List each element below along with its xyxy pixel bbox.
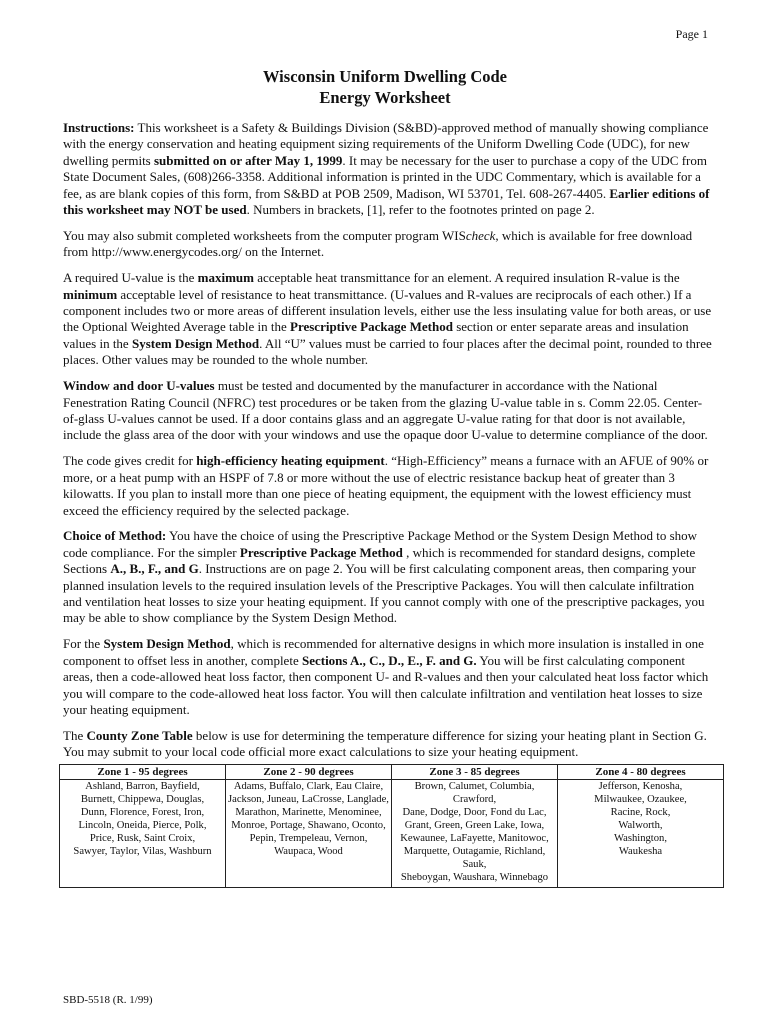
- county-line: Grant, Green, Green Lake, Iowa,: [404, 819, 545, 831]
- county-line: Jefferson, Kenosha,: [598, 780, 683, 792]
- wischeck-paragraph: You may also submit completed worksheets from the computer program WIScheck, which is available for free download from http://www.energycodes.org/ on the Internet.: [63, 227, 693, 260]
- zone-header-row: [60, 764, 724, 779]
- county-line: Marquette, Outagamie, Richland, Sauk,: [403, 845, 546, 870]
- zone-3-counties: [392, 779, 558, 887]
- zone-4-header: Zone 4 - 80 degrees: [558, 764, 724, 779]
- county-line: Waukesha: [618, 845, 663, 857]
- county-line: Dunn, Florence, Forest, Iron,: [80, 806, 205, 818]
- zone-3-header: Zone 3 - 85 degrees: [392, 764, 558, 779]
- document-title: [0, 66, 770, 108]
- county-line: Brown, Calumet, Columbia, Crawford,: [414, 780, 535, 805]
- window-door-paragraph: Window and door U-values must be tested and documented by the manufacturer in accordance with the National Fenestration Rating Council (NFRC) test procedures or be taken from the glazing U-value table in s. Comm 22.05. Center-of-glass U-values cannot be used. If a door contains glass and an aggregate U-value rating for that door is not available, include the glass area of the door with your windows and use the opaque door U-value to determine compliance of the door.: [63, 378, 708, 443]
- county-line: Racine, Rock,: [610, 806, 671, 818]
- u-value-paragraph: A required U-value is the maximum acceptable heat transmittance for an element. A required insulation R-value is the minimum acceptable level of resistance to heat transmittance. (U-values and R-values are reciprocals of each other.) If a component includes two or more areas of different insulation levels, either use the less insulating value for both areas, or use the Optional Weighted Average table in the Prescriptive Package Method section or enter separate areas and insulation values in the System Design Method. All “U” values must be carried to four places after the decimal point, rounded to three places. Other values may be rounded to the whole number.: [63, 270, 712, 368]
- county-line: Pepin, Trempeleau, Vernon,: [249, 832, 368, 844]
- zone-1-counties: [60, 779, 226, 887]
- document-body: [63, 120, 713, 888]
- county-line: Price, Rusk, Saint Croix,: [89, 832, 196, 844]
- county-line: Jackson, Juneau, LaCrosse, Langlade,: [228, 793, 389, 805]
- county-line: Sheboygan, Waushara, Winnebago: [400, 871, 549, 883]
- choice-of-method-paragraph: Choice of Method: You have the choice of using the Prescriptive Package Method or the System Design Method to show code compliance. For the simpler Prescriptive Package Method , which is recommended for standard designs, complete Sections A., B., F., and G. Instructions are on page 2. You will be first calculating component areas, then comparing your planned insulation levels to the required insulation levels of the Prescriptive Packages. You will then calculate infiltration and ventilation heat losses to size your heating equipment. If you cannot comply with one of the prescriptive packages, you may be able to show compliance by the System Design Method.: [63, 528, 705, 626]
- instructions-paragraph: Instructions: This worksheet is a Safety & Buildings Division (S&BD)-approved method of manually showing compliance with the energy conservation and heating equipment sizing requirements of the Uniform Dwelling Code (UDC), for new dwelling permits submitted on or after May 1, 1999. It may be necessary for the user to purchase a copy of the UDC from State Document Sales, (608)266-3358. Additional information is printed in the UDC Commentary, which is available for a fee, as are blank copies of this form, from S&BD at POB 2509, Madison, WI 53701, Tel. 608-267-4405. Earlier editions of this worksheet may NOT be used. Numbers in brackets, [1], refer to the footnotes printed on page 2.: [63, 120, 710, 218]
- county-zone-table: [59, 764, 724, 888]
- county-line: Walworth,: [618, 819, 663, 831]
- county-line: Ashland, Barron, Bayfield,: [85, 780, 200, 792]
- county-line: Sawyer, Taylor, Vilas, Washburn: [73, 845, 212, 857]
- county-line: Washington,: [614, 832, 667, 844]
- county-line: Lincoln, Oneida, Pierce, Polk,: [78, 819, 207, 831]
- title-line-1: Wisconsin Uniform Dwelling Code: [262, 67, 507, 86]
- system-design-paragraph: For the System Design Method, which is recommended for alternative designs in which more insulation is installed in one component to offset less in another, complete Sections A., C., D., E., F. and G. You will be first calculating component areas, then a code-allowed heat loss factor, then component U- and R-values and then your calculated heat loss factor which you will compare to the code-allowed heat loss factor. You will then calculate infiltration and ventilation heat losses to size your heating equipment.: [63, 636, 709, 717]
- form-number-footer: SBD-5518 (R. 1/99): [63, 994, 153, 1006]
- county-line: Dane, Dodge, Door, Fond du Lac,: [402, 806, 547, 818]
- zone-2-header: Zone 2 - 90 degrees: [226, 764, 392, 779]
- county-line: Marathon, Marinette, Menominee,: [235, 806, 382, 818]
- county-line: Burnett, Chippewa, Douglas,: [80, 793, 205, 805]
- county-line: Milwaukee, Ozaukee,: [594, 793, 687, 805]
- zone-1-header: Zone 1 - 95 degrees: [60, 764, 226, 779]
- zone-counties-row: [60, 779, 724, 887]
- zone-2-counties: [226, 779, 392, 887]
- zone-4-counties: [558, 779, 724, 887]
- county-line: Kewaunee, LaFayette, Manitowoc,: [400, 832, 549, 844]
- heating-equipment-paragraph: The code gives credit for high-efficiency heating equipment. “High-Efficiency” means a furnace with an AFUE of 90% or more, or a heat pump with an HSPF of 7.8 or more without the use of electric resistance backup heat of greater than 3 kilowatts. If you plan to install more than one piece of heating equipment, the equipment with the lowest efficiency must exceed the efficiency required by the selected package.: [63, 453, 709, 518]
- title-line-2: Energy Worksheet: [319, 88, 451, 107]
- county-line: Adams, Buffalo, Clark, Eau Claire,: [233, 780, 384, 792]
- county-line: Monroe, Portage, Shawano, Oconto,: [231, 819, 386, 831]
- page-number: Page 1: [675, 27, 708, 41]
- county-zone-paragraph: The County Zone Table below is use for determining the temperature difference for sizing your heating plant in Section G. You may submit to your local code official more exact calculations to size your heating equipment.: [63, 727, 707, 760]
- county-line: Waupaca, Wood: [274, 845, 343, 857]
